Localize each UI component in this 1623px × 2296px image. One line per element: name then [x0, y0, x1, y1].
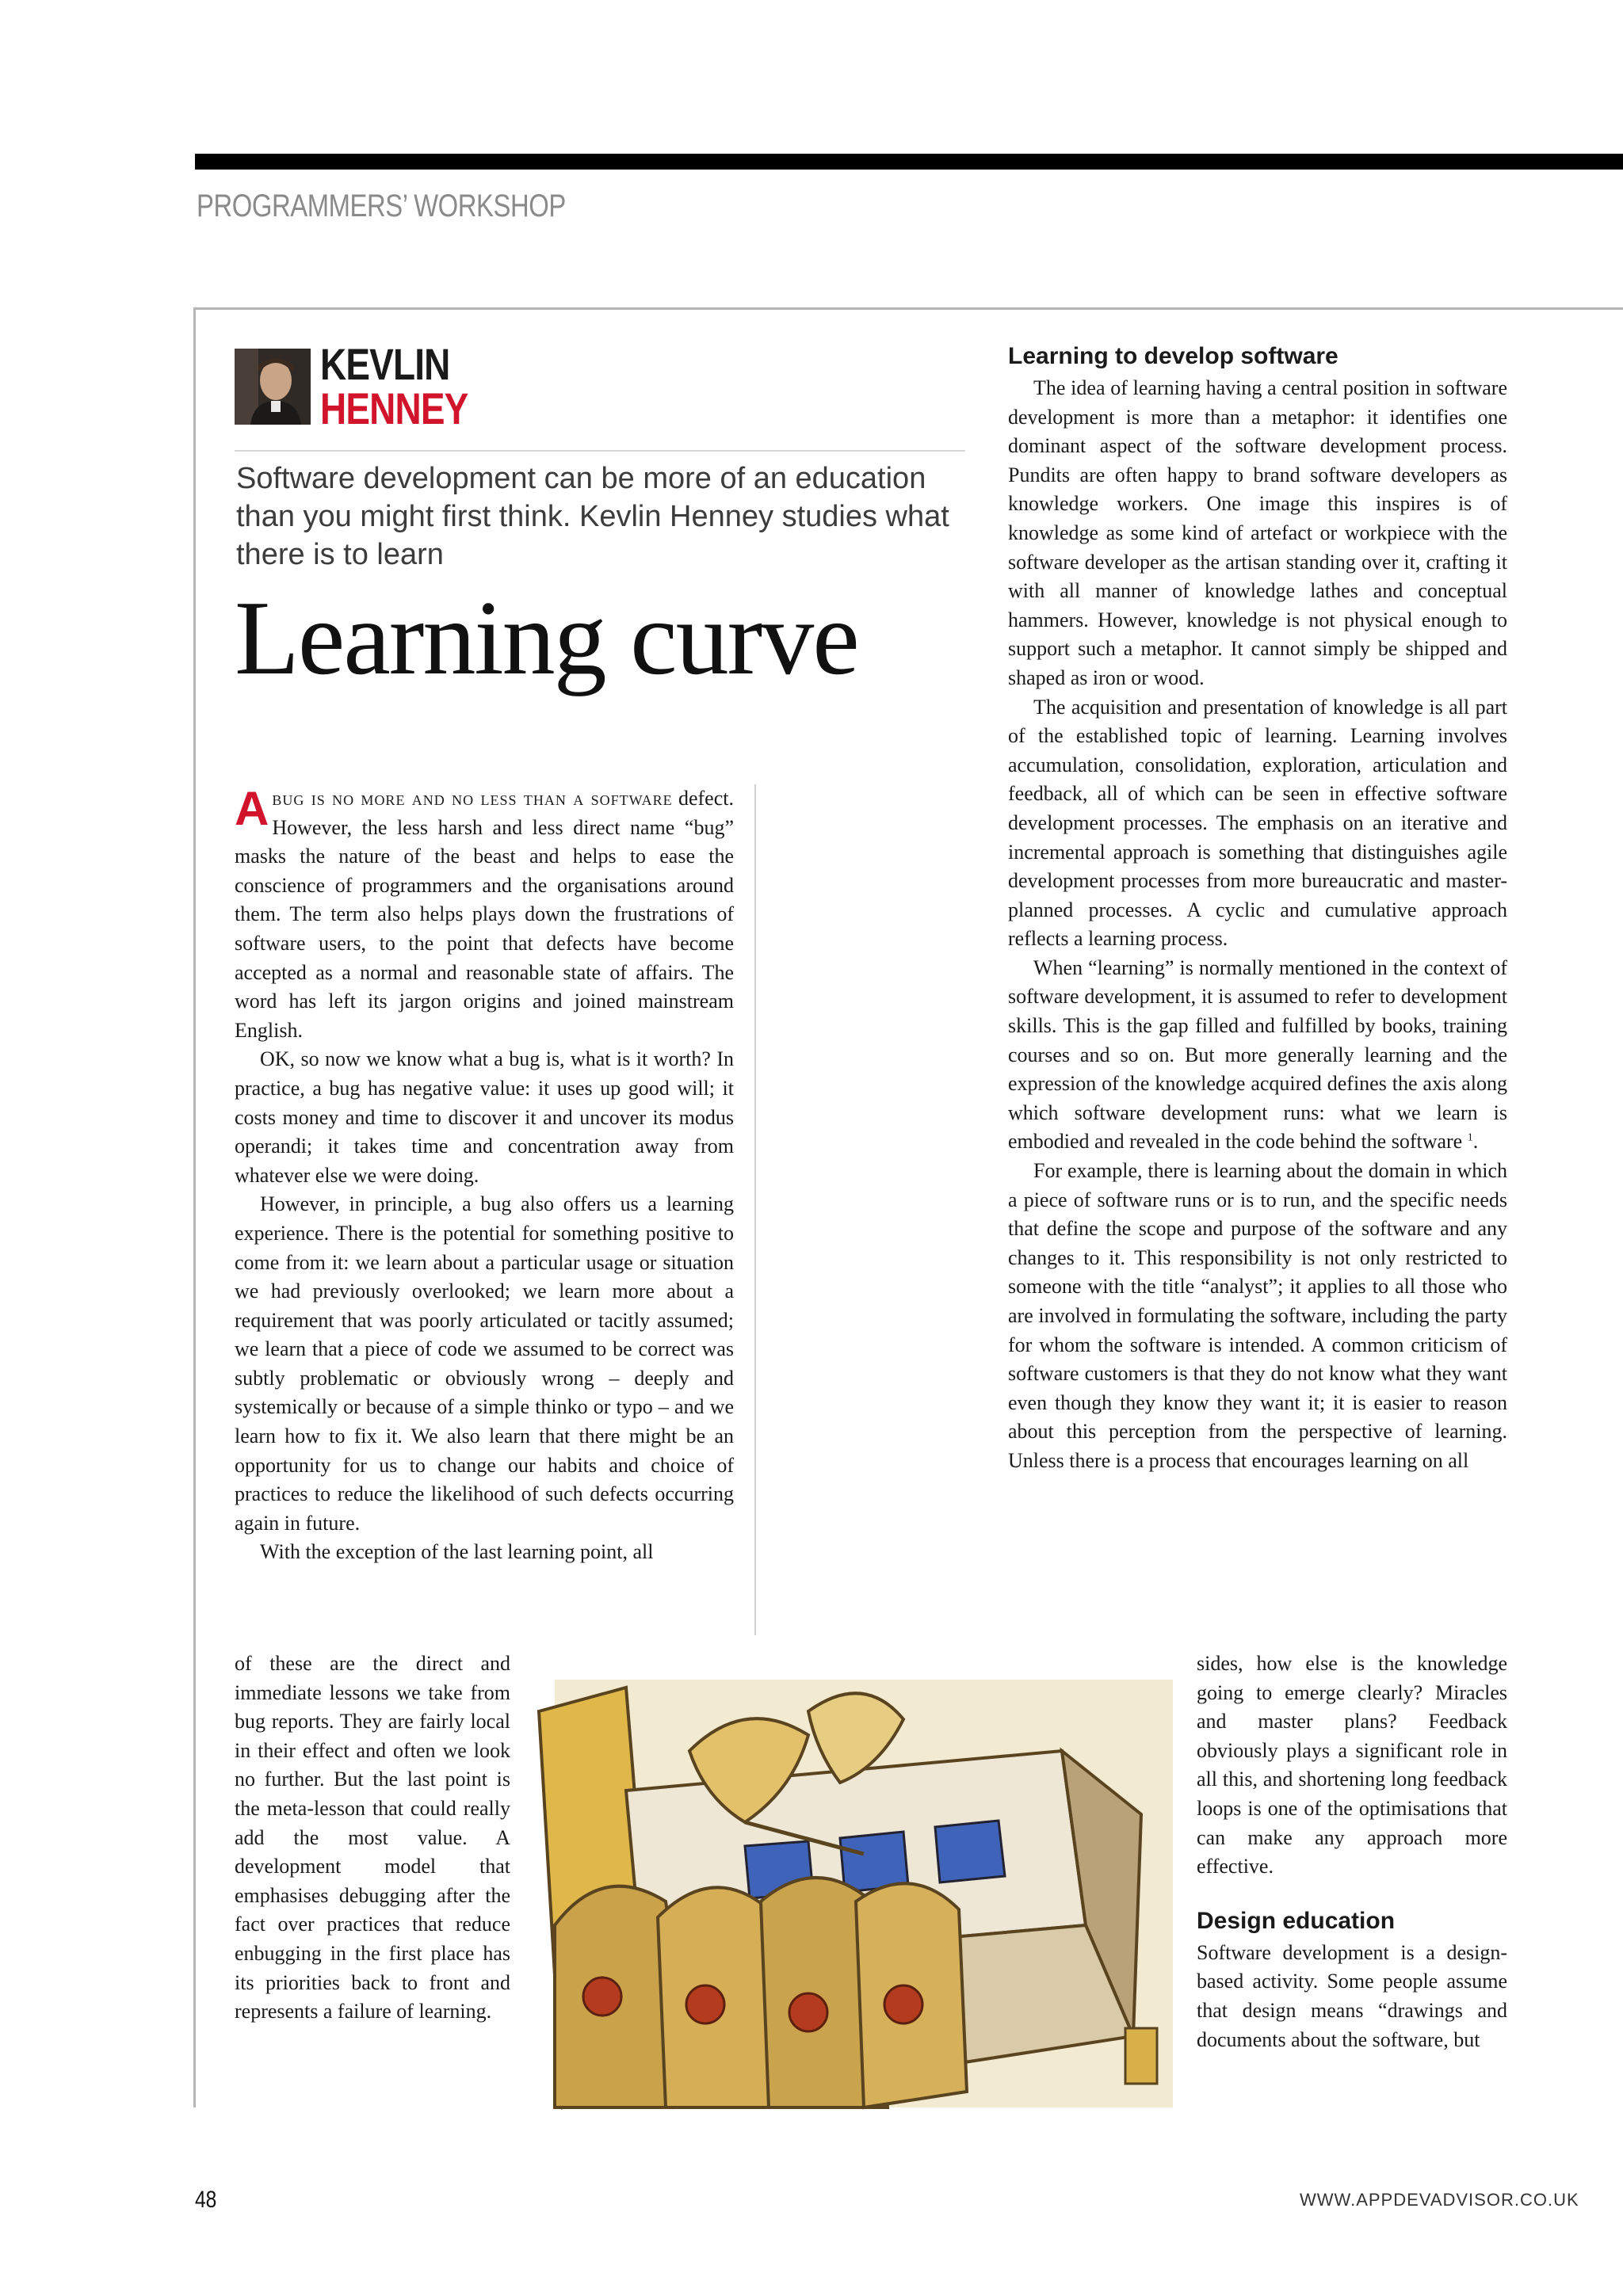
author-photo	[235, 349, 311, 425]
paragraph-6: The acquisition and presentation of knowledge is all part of the established topic of learning. Learning involves accumulation, consolidation, exploration, articulation and feedback, all of which can be seen in effective software development processes. The emphasis on an iterative and incremental approach is something that distinguishes agile development processes from more bureaucratic and master-planned processes. A cyclic and cumulative approach reflects a learning process.	[1008, 695, 1507, 951]
column-divider	[754, 784, 756, 1635]
paragraph-1	[235, 784, 734, 1045]
standfirst-rule	[235, 450, 965, 452]
paragraph-5: The idea of learning having a central position in software development is more than a metaphor: it identifies one dominant aspect of the software development process. Pundits are often happy to brand software developers as knowledge workers. One image this inspires is of knowledge as some kind of artefact or workpiece with the software developer as the artisan standing over it, crafting it with all manner of knowledge lathes and conceptual hammers. However, knowledge is not physical enough to support such a metaphor. It cannot simply be shipped and shaped as iron or wood.	[1008, 376, 1507, 689]
subheading-design: Design education	[1197, 1907, 1396, 1934]
paragraph-1-text: defect. However, the less harsh and less direct name “bug” masks the nature of the beast and helps to ease the conscience of programmers and the organisations around them. The term also helps plays down the frustrations of software users, to the point that defects have become accepted as a normal and reasonable state of affairs. The word has left its jargon origins and joined mainstream English.	[235, 787, 734, 1042]
author-name	[320, 339, 468, 433]
paragraph-2: OK, so now we know what a bug is, what is it worth? In practice, a bug has negative value: it uses up good will; it costs money and time to discover it and uncover its modus operandi; it takes time and concentration away from whatever else we were doing.	[235, 1047, 734, 1187]
frame-left-rule	[193, 307, 196, 2107]
paragraph-8-continued: sides, how else is the knowledge going to emerge clearly? Miracles and master plans? Feedback obviously plays a significant role in all this, and shortening long feedback loops is one of the optimisations that can make any approach more effective.	[1197, 1652, 1507, 1878]
column-2-wrap	[1197, 1650, 1507, 2054]
illustration	[507, 1664, 1195, 2120]
page-number: 48	[195, 2187, 217, 2213]
paragraph-7: When “learning” is normally mentioned in the context of software development, it is assumed to refer to development skills. This is the gap filled and fulfilled by books, training courses and so on. But more generally learning and the expression of the knowledge acquired defines the axis along which software development runs: what we learn is embodied and revealed in the code behind the software $^1$.	[1008, 955, 1507, 1154]
section-label: PROGRAMMERS’ WORKSHOP	[197, 189, 566, 223]
header-bar	[195, 154, 1623, 170]
paragraph-8: For example, there is learning about the domain in which a piece of software runs or is to run, and the specific needs that define the scope and purpose of the software and any changes to it. This responsibility is not only restricted to someone with the title “analyst”; it applies to all those who are involved in formulating the software, including the party for whom the software is intended. A common criticism of software customers is that they do not know what they want even though they know they want it; it is easier to reason about this perception from the perspective of learning. Unless there is a process that encourages learning on all	[1008, 1159, 1507, 1472]
paragraph-9: Software development is a design-based activity. Some people assume that design means “drawings and documents about the software, but	[1197, 1940, 1507, 2051]
column-1-wrap	[235, 1650, 510, 2027]
footnote-ref: 1	[1467, 1131, 1473, 1144]
paragraph-4: With the exception of the last learning point, all	[260, 1540, 654, 1564]
drop-cap: A	[235, 782, 269, 835]
frame-top-rule	[193, 307, 1623, 310]
standfirst: Software development can be more of an education than you might first think. Kevlin Henney studies what there is to learn	[236, 462, 949, 571]
column-2	[1008, 341, 1507, 1476]
paragraph-3: However, in principle, a bug also offers us a learning experience. There is the potential for something positive to come from it: we learn about a particular usage or situation we had previously overlooked; we learn more about a requirement that was poorly articulated or tacitly assumed; we learn that a piece of code we assumed to be correct was subtly problematic or obviously wrong – deeply and systemically or because of a simple thinko or typo – and we learn how to fix it. We also learn that there might be an opportunity for us to change our habits and choice of practices to reduce the likelihood of such defects occurring again in future.	[235, 1192, 734, 1535]
footer-url: WWW.APPDEVADVISOR.CO.UK	[1300, 2190, 1579, 2210]
paragraph-7-text: When “learning” is normally mentioned in the context of software development, it is assumed to refer to development skills. This is the gap filled and fulfilled by books, training courses and so on. But more generally learning and the expression of the knowledge acquired defines the axis along which software development runs: what we learn is embodied and revealed in the code behind the software	[1008, 955, 1507, 1154]
subheading-learning: Learning to develop software	[1008, 343, 1338, 369]
author-last-name: HENNEY	[320, 383, 468, 433]
paragraph-4-continued: of these are the direct and immediate lessons we take from bug reports. They are fairly local in their effect and often we look no further. But the last point is the meta-lesson that could really add the most value. A development model that emphasises debugging after the fact over practices that reduce enbugging in the first place has its priorities back to front and represents a failure of learning.	[235, 1652, 510, 2023]
column-1	[235, 784, 734, 1567]
author-first-name: KEVLIN	[320, 339, 450, 389]
lead-in: bug is no more and no less than a software	[272, 787, 673, 810]
article-title: Learning curve	[235, 579, 858, 696]
